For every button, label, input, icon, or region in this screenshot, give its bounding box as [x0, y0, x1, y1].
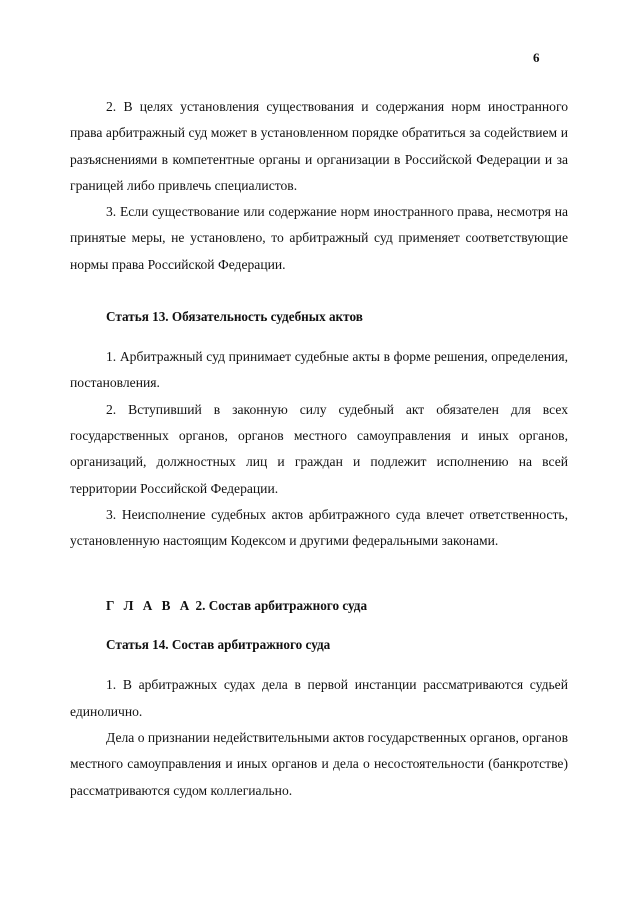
chapter-label: Г Л А В А [106, 598, 193, 614]
article12-paragraph-3: 3. Если существование или содержание норм иностранного права, несмотря на принятые меры, не установлено, то арбитражный суд применяет соответствующие нормы права Российской Федерации. [70, 204, 568, 272]
document-body [70, 94, 568, 804]
article13-paragraph-2: 2. Вступивший в законную силу судебный акт обязателен для всех государственных органов, органов местного самоуправления и иных органов, организаций, должностных лиц и граждан и подлежит исполнению на всей территории Российской Федерации. [70, 401, 568, 496]
page-number: 6 [533, 50, 540, 65]
article14-heading: Статья 14. Состав арбитражного суда [106, 637, 331, 653]
article13-heading: Статья 13. Обязательность судебных актов [106, 309, 363, 325]
article12-paragraph-2: 2. В целях установления существования и содержания норм иностранного права арбитражный суд может в установленном порядке обратиться за содействием и разъяснениями в компетентные органы и организации в Российской Федерации и за границей либо привлечь специалистов. [70, 99, 568, 193]
article13-paragraph-1: 1. Арбитражный суд принимает судебные акты в форме решения, определения, постановления. [70, 349, 568, 391]
chapter-title: 2. Состав арбитражного суда [195, 598, 368, 614]
article14-paragraph-1: 1. В арбитражных судах дела в первой инстанции рассматриваются судьей единолично. [70, 677, 568, 719]
article14-paragraph-2: Дела о признании недействительными актов государственных органов, органов местного самоуправления и иных органов и дела о несостоятельности (банкротстве) рассматриваются судом коллегиально. [70, 730, 568, 798]
article13-paragraph-3: 3. Неисполнение судебных актов арбитражного суда влечет ответственность, установленную настоящим Кодексом и другими федеральными законами. [70, 506, 568, 549]
chapter2-heading [70, 593, 568, 619]
